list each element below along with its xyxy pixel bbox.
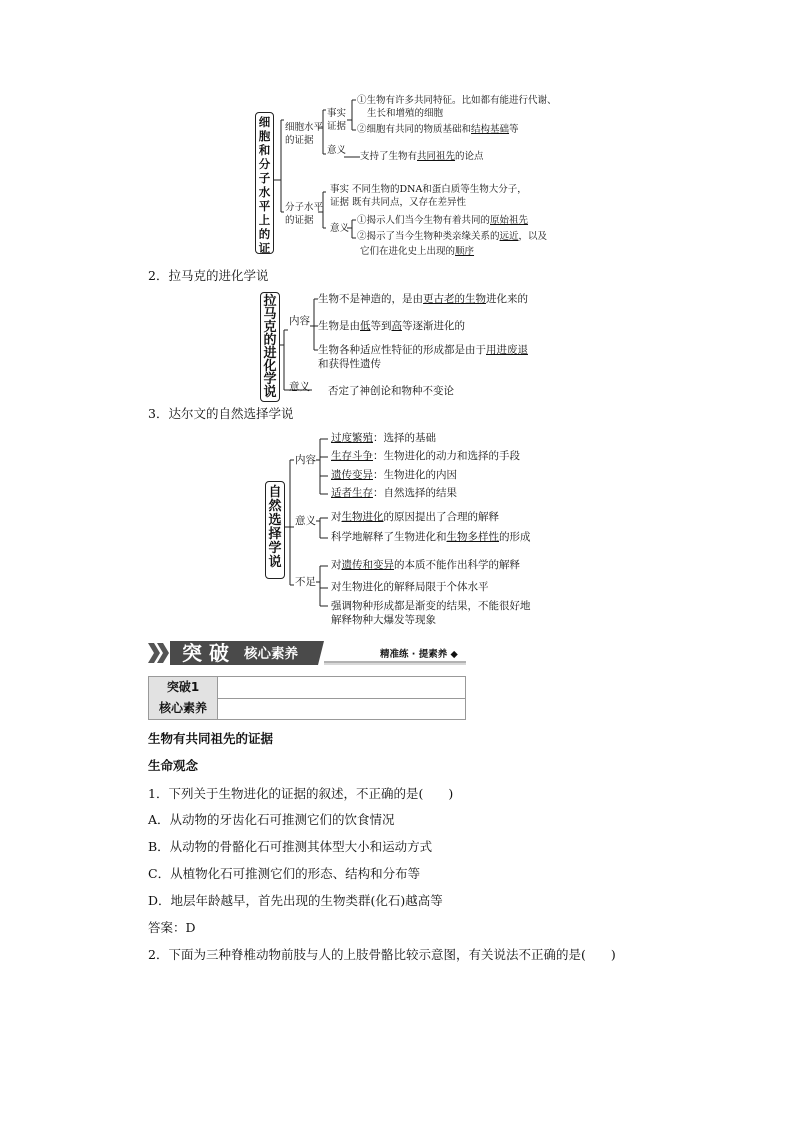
title-char: 和 (258, 143, 271, 157)
title-char: 分 (258, 157, 271, 171)
cell-fact-2: ②细胞有共同的物质基础和结构基础等 (357, 124, 519, 135)
title-char: 子 (258, 171, 271, 185)
question-1-option-c: C．从植物化石可推测它们的形态、结构和分布等 (148, 866, 421, 881)
question-1-option-b: B．从动物的骨骼化石可推测其体型大小和运动方式 (148, 839, 433, 854)
darwin-short-2: 对生物进化的解释局限于个体水平 (331, 581, 489, 593)
lamarck-title-box: 拉 马 克 的 进 化 学 说 (260, 292, 280, 402)
darwin-content-item: 适者生存：自然选择的结果 (331, 487, 457, 499)
lamarck-item-3: 生物各种适应性特征的形成都是由于用进废退 和获得性遗传 (318, 344, 528, 370)
table-label-2: 核心素养 (149, 698, 217, 719)
table-row (149, 677, 465, 699)
concept-heading: 生命观念 (148, 758, 199, 773)
table-label-1: 突破1 (149, 677, 217, 698)
banner-small: 核心素养 (244, 646, 298, 662)
title-char: 细 (258, 115, 271, 129)
mol-meaning-label: 意义 (330, 223, 350, 234)
diamond-icon: ◆ (450, 649, 458, 660)
answer-1: 答案：D (148, 920, 196, 935)
table-cell-2 (217, 698, 466, 719)
mol-meaning-2: ②揭示了当今生物种类亲缘关系的远近，以及 (357, 231, 548, 242)
title-char: 胞 (258, 129, 271, 143)
question-1: 1．下列关于生物进化的证据的叙述，不正确的是( ) (148, 786, 454, 801)
cell-meaning-text: 支持了生物有共同祖先的论点 (360, 151, 484, 162)
darwin-shortcoming-label: 不足 (295, 576, 316, 588)
table-row (149, 698, 465, 719)
topic-heading: 生物有共同祖先的证据 (148, 731, 274, 746)
molecular-level-label: 分子水平 的证据 (285, 202, 324, 226)
mol-meaning-1: ①揭示人们当今生物有着共同的原始祖先 (357, 215, 529, 226)
lamarck-item-2: 生物是由低等到高等逐渐进化的 (318, 320, 465, 332)
cell-fact-label: 事实 证据 (327, 108, 347, 132)
lamarck-content-label: 内容 (289, 315, 310, 327)
darwin-meaning-1: 对生物进化的原因提出了合理的解释 (331, 511, 499, 523)
darwin-title-box: 自 然 选 择 学 说 (265, 481, 285, 579)
cell-fact-1: ①生物有许多共同特征。比如都有能进行代谢、 生长和增殖的细胞 (357, 95, 557, 119)
darwin-short-1: 对遗传和变异的本质不能作出科学的解释 (331, 559, 520, 571)
darwin-meaning-label: 意义 (295, 515, 316, 527)
cell-level-label: 细胞水平 的证据 (285, 122, 324, 146)
lamarck-heading: 2．拉马克的进化学说 (148, 268, 269, 283)
mol-meaning-3: 它们在进化史上出现的顺序 (360, 246, 475, 257)
darwin-short-3: 强调物种形成都是渐变的结果，不能很好地 解释物种大爆发等现象 (331, 600, 531, 626)
banner-right-text: 精准练 · 提素养 ◆ (380, 649, 458, 660)
section-banner (148, 640, 466, 666)
question-2: 2．下面为三种脊椎动物前肢与人的上肢骨骼比较示意图，有关说法不正确的是( ) (148, 947, 616, 962)
title-char: 的 (258, 227, 271, 241)
mol-fact: 事实 不同生物的DNA和蛋白质等生物大分子， 证据 既有共同点，又存在差异性 (330, 184, 527, 208)
lamarck-meaning-label: 意义 (289, 381, 310, 393)
darwin-content-item: 过度繁殖：选择的基础 (331, 432, 436, 444)
darwin-heading: 3．达尔文的自然选择学说 (148, 406, 294, 421)
darwin-content-item: 遗传变异：生物进化的内因 (331, 469, 457, 481)
darwin-content-item: 生存斗争：生物进化的动力和选择的手段 (331, 450, 520, 462)
question-1-option-a: A．从动物的牙齿化石可推测它们的饮食情况 (148, 812, 395, 827)
darwin-meaning-2: 科学地解释了生物进化和生物多样性的形成 (331, 531, 531, 543)
question-1-option-d: D．地层年龄越早，首先出现的生物类群(化石)越高等 (148, 893, 443, 908)
lamarck-meaning-text: 否定了神创论和物种不变论 (328, 385, 454, 397)
lamarck-item-1: 生物不是神造的，是由更古老的生物进化来的 (318, 293, 528, 305)
title-char: 平 (258, 199, 271, 213)
title-char: 水 (258, 185, 271, 199)
breakthrough-table (148, 676, 466, 720)
title-char: 证 (258, 241, 271, 255)
darwin-content-label: 内容 (295, 454, 316, 466)
banner-big: 突 破 (182, 641, 229, 665)
title-char: 上 (258, 213, 271, 227)
cell-meaning-label: 意义 (327, 145, 347, 156)
table-cell-1 (217, 677, 466, 698)
